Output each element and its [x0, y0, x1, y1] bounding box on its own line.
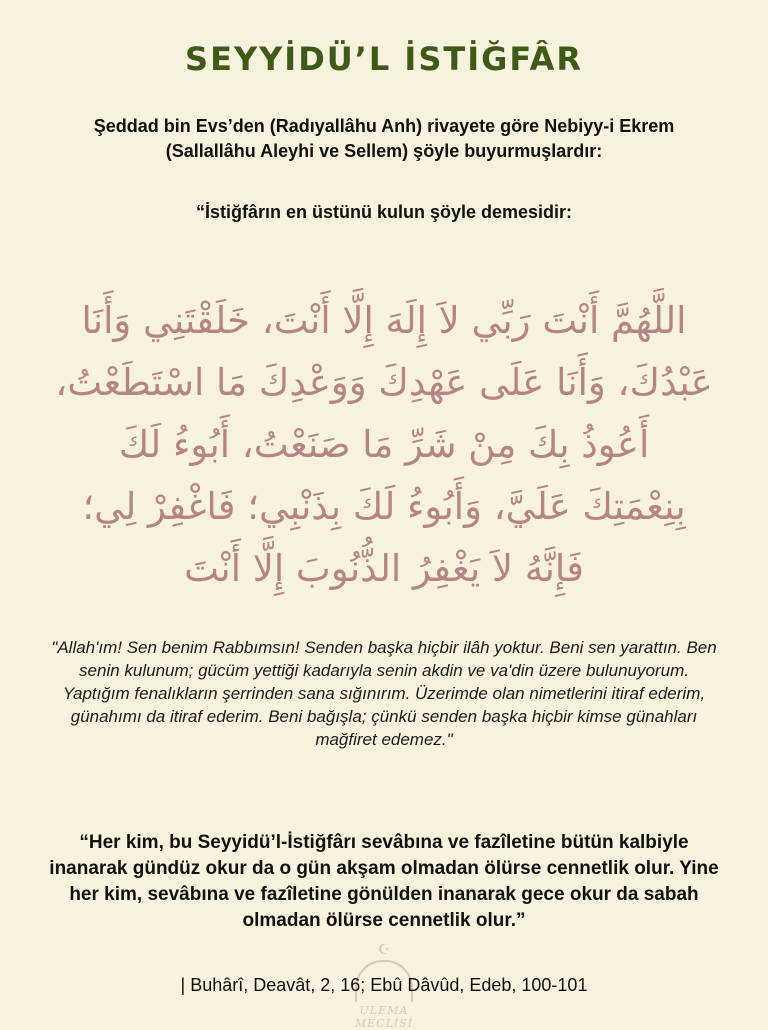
arabic-line-2: عَبْدُكَ، وَأَنَا عَلَى عَهْدِكَ وَوَعْدِكَ مَا اسْتَطَعْتُ،: [55, 361, 713, 404]
crescent-star-dome-icon: ☪: [377, 941, 391, 957]
arabic-line-4: بِنِعْمَتِكَ عَلَيَّ، وَأَبُوءُ لَكَ بِذَنْبِي؛ فَاغْفِرْ لِي؛: [82, 485, 686, 528]
virtue-text: “Her kim, bu Seyyidü’l-İstiğfârı sevâbına ve fazîletine bütün kalbiyle inanarak gündüz okur da o gün akşam olmadan ölürse cennetlik olur. Yine her kim, sevâbına ve fazîletine gönülden inanarak gece okur da sabah olmadan ölürse cennetlik olur.”: [49, 832, 719, 931]
arabic-line-1: اللَّهُمَّ أَنْتَ رَبِّي لاَ إِلَهَ إِلَّا أَنْتَ، خَلَقْتَنِي وَأَنَا: [81, 299, 687, 342]
intro-line-2: (Sallallâhu Aleyhi ve Sellem) şöyle buyurmuşlardır:: [165, 141, 603, 161]
source-citation: | Buhârî, Deavât, 2, 16; Ebû Dâvûd, Edeb, 100-101: [180, 975, 588, 995]
translation-text: "Allah'ım! Sen benim Rabbımsın! Senden başka hiçbir ilâh yoktur. Beni sen yarattın. Ben senin kulunum; gücüm yettiği kadarıyla senin akdin ve va'din üzere bulunuyorum. Yaptığım fenalıkların şerrinden sana sığınırım. Üzerimde olan nimetlerini itiraf ederim, günahımı da itiraf ederim. Beni bağışla; çünkü senden başka hiçbir kimse günahları mağfiret edemez.": [51, 638, 717, 749]
watermark-text: ULEMA MECLİSİ: [354, 1004, 414, 1030]
page-title: SEYYİDÜ’L İSTİĞFÂR: [185, 40, 583, 78]
intro-text: [40, 114, 728, 164]
arabic-line-3: أَعُوذُ بِكَ مِنْ شَرِّ مَا صَنَعْتُ، أَبُوءُ لَكَ: [118, 423, 650, 466]
arabic-prayer: [40, 290, 728, 600]
arabic-line-5: فَإِنَّهُ لاَ يَغْفِرُ الذُّنُوبَ إِلَّا أَنْتَ: [184, 547, 584, 590]
intro-line-1: Şeddad bin Evs’den (Radıyallâhu Anh) rivayete göre Nebiyy-i Ekrem: [93, 116, 675, 136]
lead-text: “İstiğfârın en üstünü kulun şöyle demesidir:: [195, 202, 573, 222]
